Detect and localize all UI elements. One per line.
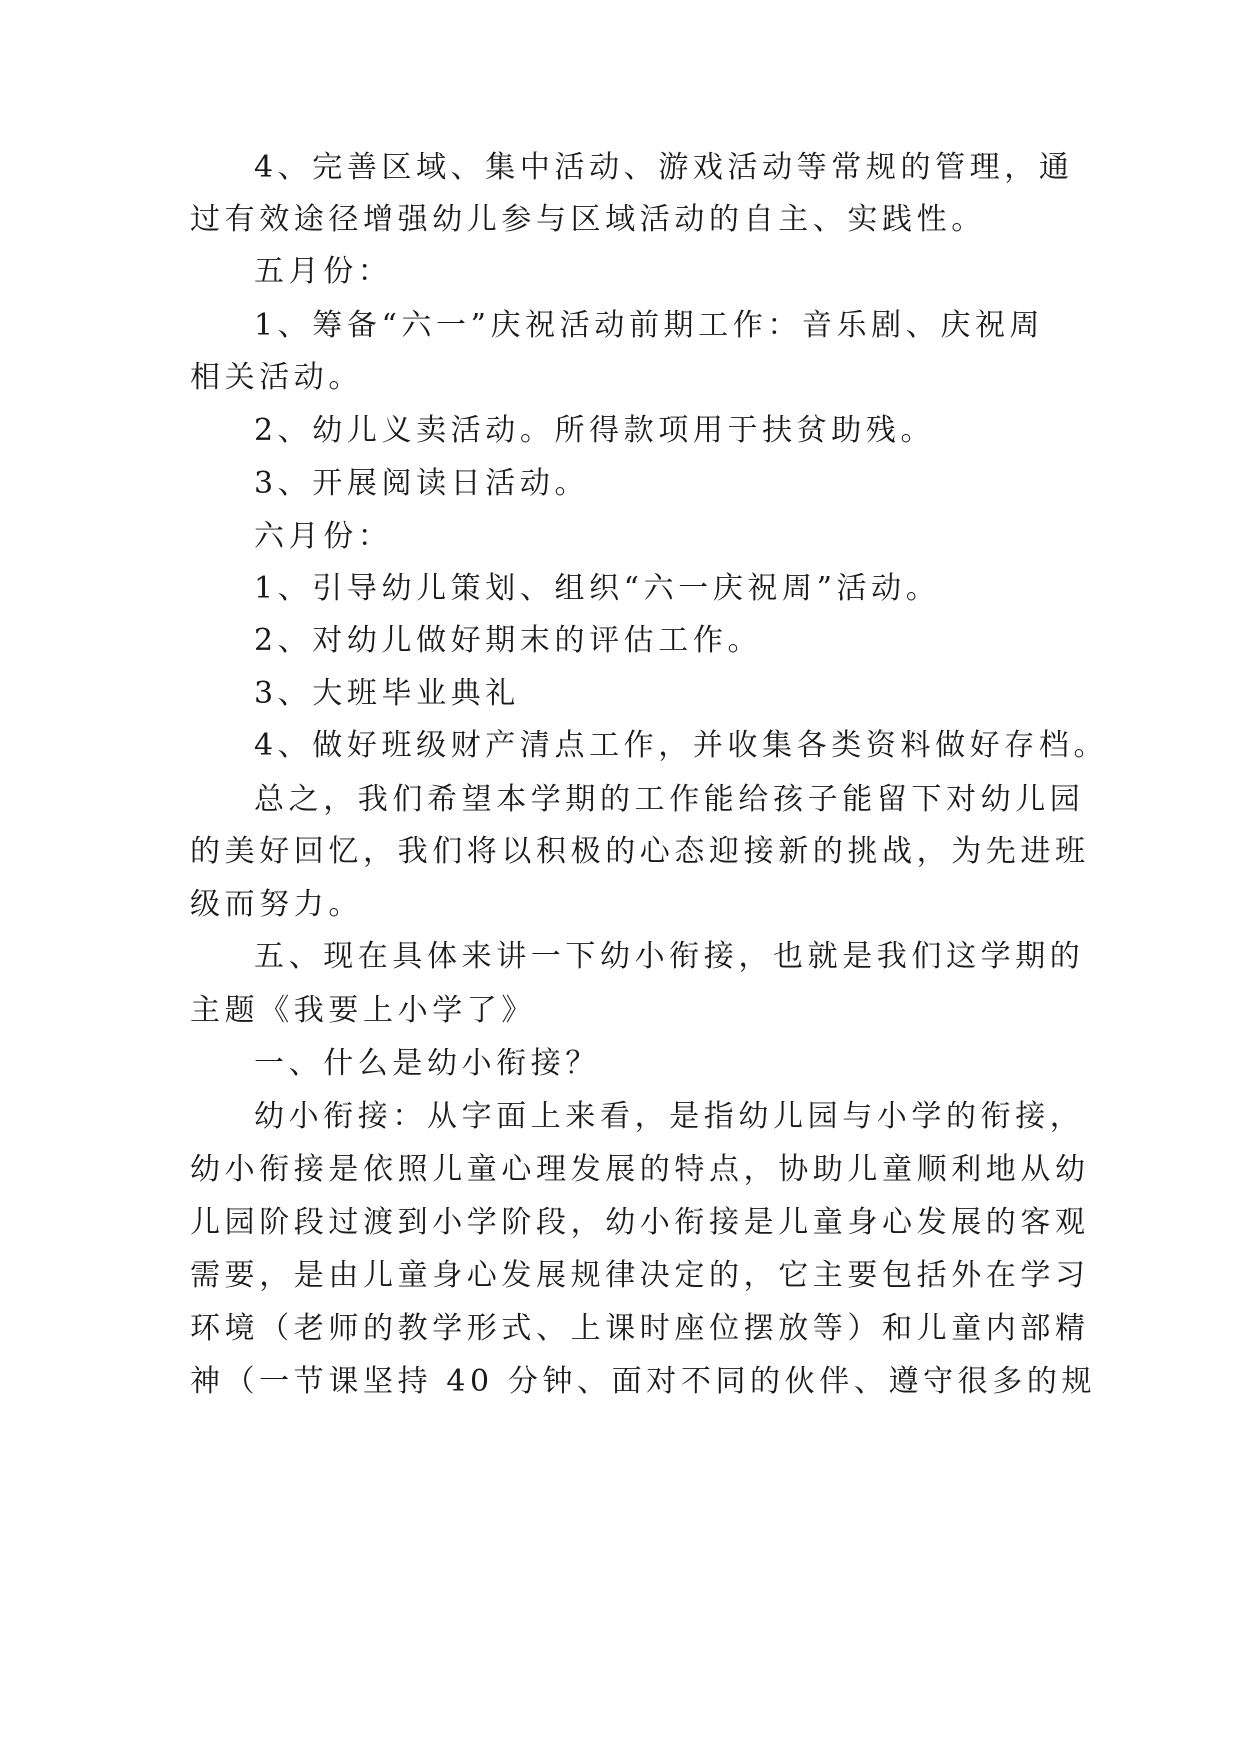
text-line: 儿园阶段过渡到小学阶段，幼小衔接是儿童身心发展的客观 xyxy=(190,1205,1090,1240)
text-line: 3、开展阅读日活动。 xyxy=(254,466,590,501)
text-line: 1、筹备“六一”庆祝活动前期工作：音乐剧、庆祝周 xyxy=(254,308,1045,343)
text-line: 级而努力。 xyxy=(190,887,363,922)
text-line: 神（一节课坚持 40 分钟、面对不同的伙伴、遵守很多的规 xyxy=(190,1364,1097,1399)
text-line: 环境（老师的教学形式、上课时座位摆放等）和儿童内部精 xyxy=(190,1311,1090,1346)
section-heading: 五月份： xyxy=(254,254,393,289)
text-line: 需要，是由儿童身心发展规律决定的，它主要包括外在学习 xyxy=(190,1258,1090,1293)
text-line: 五、现在具体来讲一下幼小衔接，也就是我们这学期的 xyxy=(254,939,1085,974)
text-line: 2、幼儿义卖活动。所得款项用于扶贫助残。 xyxy=(254,413,936,448)
text-line: 幼小衔接是依照儿童心理发展的特点，协助儿童顺利地从幼 xyxy=(190,1152,1090,1187)
text-line: 主题《我要上小学了》 xyxy=(190,993,536,1028)
text-line: 的美好回忆，我们将以积极的心态迎接新的挑战，为先进班 xyxy=(190,834,1090,869)
text-line: 相关活动。 xyxy=(190,360,363,395)
text-line: 总之，我们希望本学期的工作能给孩子能留下对幼儿园 xyxy=(254,782,1085,817)
text-line: 2、对幼儿做好期末的评估工作。 xyxy=(254,623,763,658)
text-line: 3、大班毕业典礼 xyxy=(254,676,520,711)
section-heading: 六月份： xyxy=(254,519,393,554)
section-heading: 一、什么是幼小衔接？ xyxy=(254,1046,600,1081)
text-line: 4、完善区域、集中活动、游戏活动等常规的管理，通 xyxy=(254,150,1074,185)
text-line: 1、引导幼儿策划、组织“六一庆祝周”活动。 xyxy=(254,571,941,606)
text-line: 过有效途径增强幼儿参与区域活动的自主、实践性。 xyxy=(190,202,986,237)
text-line: 4、做好班级财产清点工作，并收集各类资料做好存档。 xyxy=(254,728,1109,763)
text-line: 幼小衔接：从字面上来看，是指幼儿园与小学的衔接， xyxy=(254,1099,1085,1134)
